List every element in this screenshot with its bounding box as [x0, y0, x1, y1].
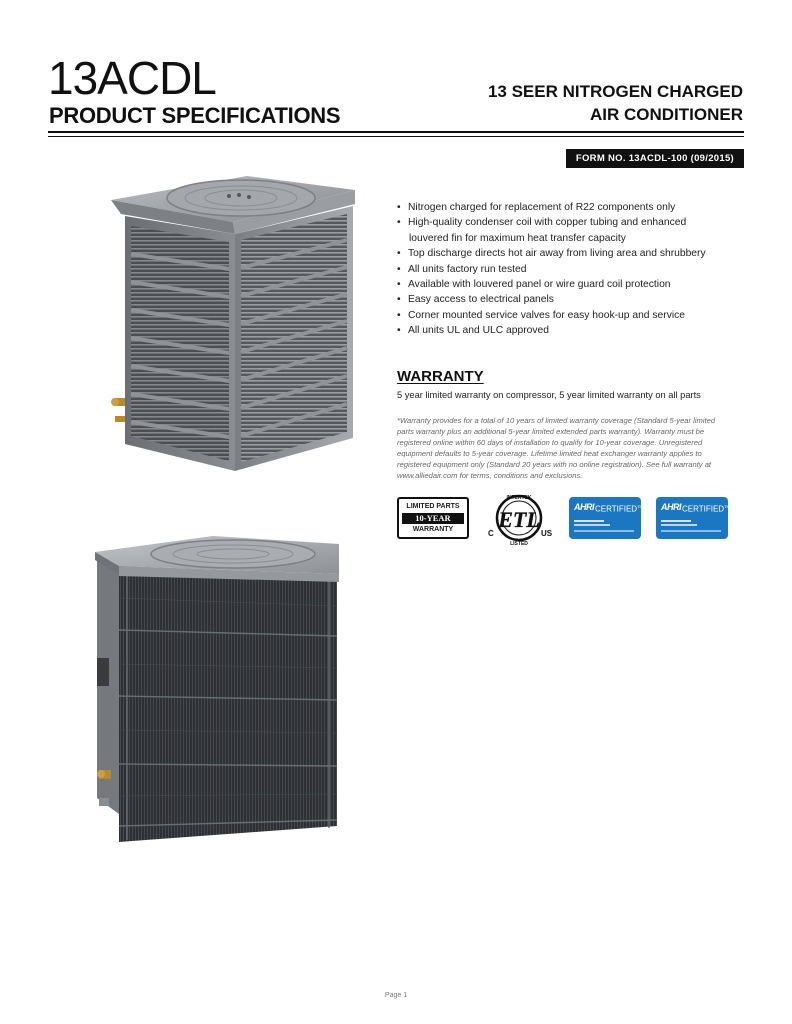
warranty-note: *Warranty provides for a total of 10 years of limited warranty coverage (Standard 5-year limited parts warranty plus an additional 5-year limited extended parts warranty). Warranty must be registered online within 60 days of installation to qualify for 10-year coverage. Unregistered equipment defaults to 5-year coverage. Lifetime limited heat exchanger warranty applies to registered equipment only (Standard 20 years with no online registration). See full warranty at www.alliedair.com for terms, conditions and exclusions. [397, 416, 716, 480]
etl-listed-badge [484, 490, 554, 548]
header-rule [48, 131, 744, 133]
svg-text:ETL: ETL [498, 507, 540, 532]
feature-item: • High-quality condenser coil with copper tubing and enhanced louvered fin for maximum heat transfer capacity [397, 215, 747, 246]
etl-top-text: INTERTEK [506, 495, 532, 501]
feature-item: • Nitrogen charged for replacement of R22 components only [397, 200, 747, 215]
etl-bottom-text: LISTED [510, 541, 528, 547]
document-type: PRODUCT SPECIFICATIONS [49, 103, 341, 128]
feature-item: • Easy access to electrical panels [397, 292, 747, 307]
feature-item: • Top discharge directs hot air away from living area and shrubbery [397, 246, 747, 261]
limited-parts-warranty-badge: LIMITED PARTS 10-YEAR WARRANTY [397, 497, 469, 539]
form-number-badge: FORM NO. 13ACDL-100 (09/2015) [566, 149, 744, 168]
feature-item: • Corner mounted service valves for easy hook-up and service [397, 308, 747, 323]
feature-item: • Available with louvered panel or wire guard coil protection [397, 277, 747, 292]
etl-us-text: US [541, 529, 553, 538]
model-number: 13ACDL [48, 52, 216, 104]
warranty-heading: WARRANTY [397, 368, 484, 385]
feature-item: • All units UL and ULC approved [397, 323, 747, 338]
header-rule-thin [48, 136, 744, 137]
product-title-line-2: AIR CONDITIONER [590, 105, 743, 124]
wire-guard-unit-image [93, 536, 341, 846]
page-number: Page 1 [384, 992, 408, 999]
louvered-unit-image [107, 176, 357, 474]
warranty-summary: 5 year limited warranty on compressor, 5 year limited warranty on all parts [397, 390, 701, 400]
ahri-certified-badge: AHRI CERTIFIED™ [569, 497, 641, 539]
feature-list [397, 200, 747, 339]
etl-c-text: C [488, 529, 494, 538]
product-title-line-1: 13 SEER NITROGEN CHARGED [487, 82, 743, 101]
feature-item: • All units factory run tested [397, 262, 747, 277]
ahri-certified-badge: AHRI CERTIFIED™ [656, 497, 728, 539]
